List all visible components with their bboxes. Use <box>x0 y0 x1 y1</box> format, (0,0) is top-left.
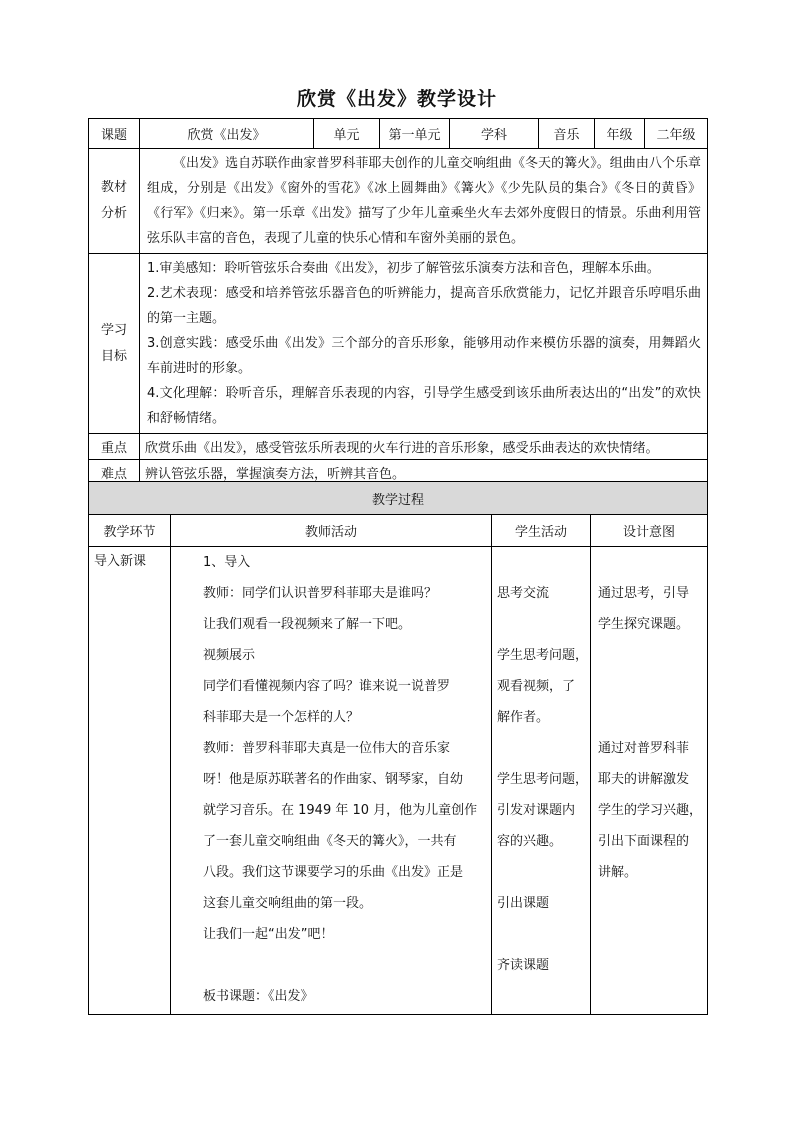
header-teacher: 教师活动 <box>171 515 492 547</box>
process-band-title: 教学过程 <box>89 482 708 515</box>
student-line: 学生思考问题， <box>497 648 589 663</box>
key-point-label: 重点 <box>89 434 140 460</box>
intent-line: 通过对普罗科菲 <box>598 741 690 756</box>
goals-row <box>89 254 708 434</box>
teacher-activity-cell <box>171 547 492 1015</box>
page-title: 欣赏《出发》教学设计 <box>296 88 497 110</box>
design-intent-cell <box>591 547 708 1015</box>
analysis-text: 《出发》选自苏联作曲家普罗科菲耶夫创作的儿童交响组曲《冬天的篝火》。组曲由八个乐章组成，分别是《出发》《窗外的雪花》《冰上圆舞曲》《篝火》《少先队员的集合》《冬日的黄昏》《行军》《归来》。第一乐章《出发》描写了少年儿童乘坐火车去郊外度假日的情景。乐曲利用管弦乐队丰富的音色，表现了儿童的快乐心情和车窗外美丽的景色。 <box>140 149 708 254</box>
key-point-row <box>89 434 708 460</box>
student-line: 齐读课题 <box>497 958 550 973</box>
goal-item: 1.审美感知：聆听管弦乐合奏曲《出发》，初步了解管弦乐演奏方法和音色，理解本乐曲。 <box>147 261 660 276</box>
process-row <box>89 547 708 1015</box>
goal-item: 2.艺术表现：感受和培养管弦乐器音色的听辨能力，提高音乐欣赏能力，记忆并跟音乐哼唱乐曲的第一主题。 <box>147 286 701 326</box>
unit-value: 第一单元 <box>380 119 450 149</box>
difficulty-label: 难点 <box>89 460 140 486</box>
header-stage: 教学环节 <box>89 515 171 547</box>
topic-row <box>89 119 708 149</box>
student-line: 解作者。 <box>497 710 550 725</box>
process-header-row <box>89 515 708 547</box>
teacher-line: 板书课题：《出发》 <box>203 989 314 1004</box>
student-line: 引发对课题内 <box>497 803 576 818</box>
intent-line: 引出下面课程的 <box>598 834 690 849</box>
teacher-line: 视频展示 <box>203 648 256 663</box>
student-line: 观看视频，了 <box>497 679 576 694</box>
student-line: 学生思考问题， <box>497 772 589 787</box>
unit-label: 单元 <box>314 119 380 149</box>
stage-name: 导入新课 <box>94 554 147 569</box>
grade-value: 二年级 <box>645 119 708 149</box>
grade-label: 年级 <box>595 119 645 149</box>
teacher-line: 这套儿童交响组曲的第一段。 <box>203 896 373 911</box>
student-line: 容的兴趣。 <box>497 834 563 849</box>
teacher-line: 让我们一起“出发”吧！ <box>203 927 334 942</box>
teacher-line: 同学们看懂视频内容了吗？谁来说一说普罗 <box>203 679 451 694</box>
goals-label: 学习 目标 <box>89 254 140 434</box>
teacher-line: 1、导入 <box>203 555 251 570</box>
key-point-text: 欣赏乐曲《出发》，感受管弦乐所表现的火车行进的音乐形象，感受乐曲表达的欢快情绪。 <box>140 434 708 460</box>
subject-label: 学科 <box>450 119 539 149</box>
teacher-line: 科菲耶夫是一个怎样的人？ <box>203 710 360 725</box>
intent-line: 学生探究课题。 <box>598 617 690 632</box>
teacher-line: 让我们观看一段视频来了解一下吧。 <box>203 617 412 632</box>
student-line: 思考交流 <box>497 586 550 601</box>
teacher-line: 教师：普罗科菲耶夫真是一位伟大的音乐家 <box>203 741 451 756</box>
header-student: 学生活动 <box>492 515 591 547</box>
analysis-row <box>89 149 708 254</box>
subject-value: 音乐 <box>539 119 595 149</box>
intent-line: 耶夫的讲解激发 <box>598 772 690 787</box>
stage-cell <box>89 547 171 1015</box>
teaching-process-table <box>88 481 708 1015</box>
teacher-line: 呀！他是原苏联著名的作曲家、钢琴家，自幼 <box>203 772 464 787</box>
goal-item: 3.创意实践：感受乐曲《出发》三个部分的音乐形象，能够用动作来模仿乐器的演奏，用舞蹈火车前进时的形象。 <box>147 336 701 376</box>
intent-line: 通过思考，引导 <box>598 586 690 601</box>
teacher-line: 八段。我们这节课要学习的乐曲《出发》正是 <box>203 865 464 880</box>
teacher-line: 了一套儿童交响组曲《冬天的篝火》，一共有 <box>203 834 457 849</box>
teacher-line: 教师：同学们认识普罗科菲耶夫是谁吗？ <box>203 586 438 601</box>
topic-label: 课题 <box>89 119 140 149</box>
goals-list <box>140 254 708 434</box>
student-activity-cell <box>492 547 591 1015</box>
teacher-line: 就学习音乐。在 1949 年 10 月，他为儿童创作 <box>203 803 478 818</box>
intent-line: 学生的学习兴趣， <box>598 803 703 818</box>
topic-value: 欣赏《出发》 <box>140 119 314 149</box>
process-band <box>89 482 708 515</box>
intent-line: 讲解。 <box>598 865 638 880</box>
student-line: 引出课题 <box>497 896 550 911</box>
difficulty-text: 辨认管弦乐器，掌握演奏方法，听辨其音色。 <box>140 460 708 486</box>
header-intent: 设计意图 <box>591 515 708 547</box>
lesson-info-table <box>88 118 708 486</box>
analysis-label: 教材 分析 <box>89 149 140 254</box>
goal-item: 4.文化理解：聆听音乐，理解音乐表现的内容，引导学生感受到该乐曲所表达出的“出发”的欢快和舒畅情绪。 <box>147 386 701 426</box>
